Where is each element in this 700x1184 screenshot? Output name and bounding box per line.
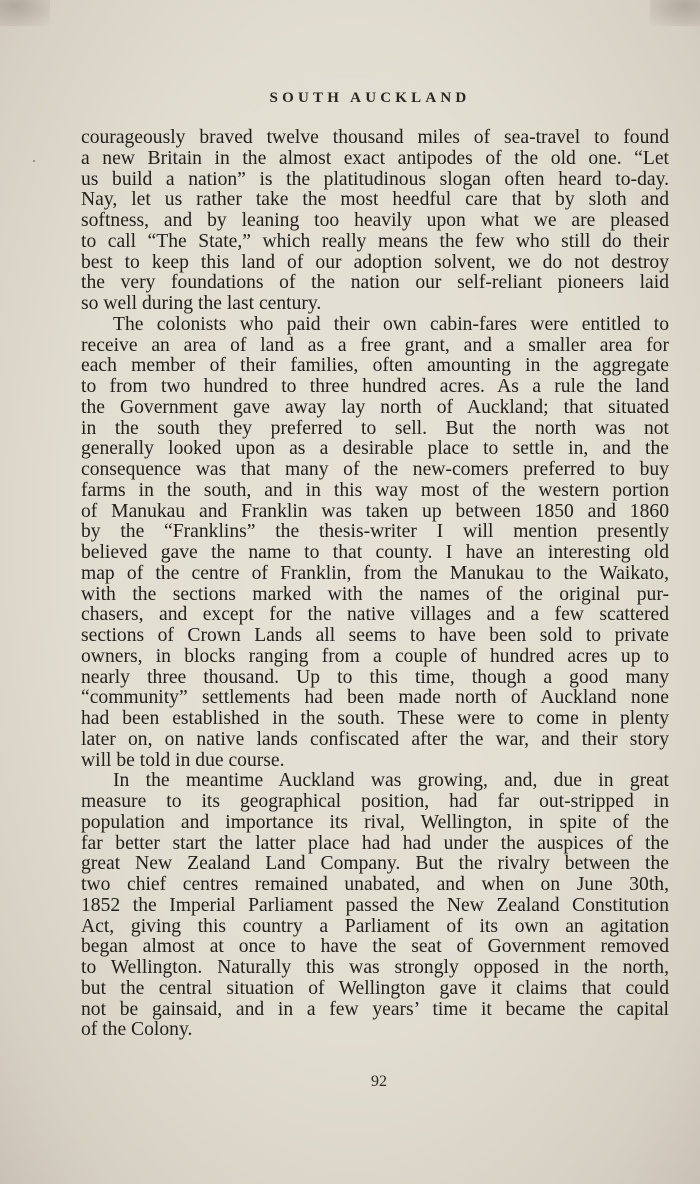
page-corner-shadow xyxy=(650,0,700,26)
text-line: nearly three thousand. Up to this time, though a good many xyxy=(81,666,669,688)
text-line: not be gainsaid, and in a few years’ time it became the capital xyxy=(81,998,669,1020)
running-head: SOUTH AUCKLAND xyxy=(269,90,471,106)
text-line: generally looked upon as a desirable place to settle in, and the xyxy=(81,438,669,460)
text-line: In the meantime Auckland was growing, and, due in great xyxy=(113,770,669,792)
text-line: but the central situation of Wellington gave it claims that could xyxy=(81,977,669,999)
text-line: chasers, and except for the native villages and a few scattered xyxy=(81,604,669,626)
text-line: to Wellington. Naturally this was strongly opposed in the north, xyxy=(81,957,669,978)
text-line: measure to its geographical position, had far out-stripped in xyxy=(81,791,669,812)
text-line: courageously braved twelve thousand miles of sea-travel to found xyxy=(81,127,669,148)
text-line: will be told in due course. xyxy=(81,749,285,771)
text-line: began almost at once to have the seat of Government removed xyxy=(81,936,669,958)
text-line: Nay, let us rather take the most heedful care that by sloth and xyxy=(81,189,669,211)
text-line: of the Colony. xyxy=(81,1019,193,1041)
text-line: a new Britain in the almost exact antipodes of the old one. “Let xyxy=(81,147,669,169)
text-line: sections of Crown Lands all seems to have been sold to private xyxy=(81,625,669,646)
text-line: The colonists who paid their own cabin-fares were entitled to xyxy=(113,313,669,335)
text-line: so well during the last century. xyxy=(81,293,322,314)
paragraph-2 xyxy=(81,315,669,772)
text-line: population and importance its rival, Wellington, in spite of the xyxy=(81,811,669,833)
body-text xyxy=(81,128,669,1041)
paragraph-3 xyxy=(81,771,669,1041)
text-line: later on, on native lands confiscated after the war, and their story xyxy=(81,728,669,750)
text-line: in the south they preferred to sell. But the north was not xyxy=(81,417,669,439)
text-line: best to keep this land of our adoption solvent, we do not destroy xyxy=(81,251,669,273)
text-line: great New Zealand Land Company. But the rivalry between the xyxy=(81,853,669,875)
text-line: consequence was that many of the new-comers preferred to buy xyxy=(81,459,669,480)
text-line: two chief centres remained unabated, and when on June 30th, xyxy=(81,874,669,895)
text-line: had been established in the south. These were to come in plenty xyxy=(81,708,669,729)
text-line: the Government gave away lay north of Auckland; that situated xyxy=(81,396,669,418)
text-line: with the sections marked with the names of the original pur- xyxy=(81,583,669,605)
text-line: the very foundations of the nation our self-reliant pioneers laid xyxy=(81,272,669,294)
text-line: us build a nation” is the platitudinous slogan often heard to-day. xyxy=(81,168,669,190)
text-line: farms in the south, and in this way most of the western portion xyxy=(81,479,669,501)
text-line: map of the centre of Franklin, from the Manukau to the Waikato, xyxy=(81,562,669,584)
page-corner-shadow xyxy=(0,0,50,26)
paper-speck xyxy=(33,160,35,162)
text-line: believed gave the name to that county. I have an interesting old xyxy=(81,542,669,563)
text-line: to from two hundred to three hundred acres. As a rule the land xyxy=(81,376,669,397)
text-line: each member of their families, often amounting in the aggregate xyxy=(81,355,669,377)
text-line: by the “Franklins” the thesis-writer I will mention presently xyxy=(81,521,669,543)
text-line: owners, in blocks ranging from a couple of hundred acres up to xyxy=(81,645,669,667)
text-line: “community” settlements had been made north of Auckland none xyxy=(81,687,669,709)
text-line: 1852 the Imperial Parliament passed the New Zealand Constitution xyxy=(81,894,669,916)
paragraph-1 xyxy=(81,128,669,315)
text-line: Act, giving this country a Parliament of its own an agitation xyxy=(81,915,669,937)
page-number: 92 xyxy=(371,1073,387,1090)
text-line: receive an area of land as a free grant, and a smaller area for xyxy=(81,334,669,356)
text-line: softness, and by leaning too heavily upon what we are pleased xyxy=(81,210,669,231)
text-line: of Manukau and Franklin was taken up between 1850 and 1860 xyxy=(81,500,669,522)
text-line: to call “The State,” which really means the few who still do their xyxy=(81,230,669,252)
text-line: far better start the latter place had had under the auspices of the xyxy=(81,832,669,854)
